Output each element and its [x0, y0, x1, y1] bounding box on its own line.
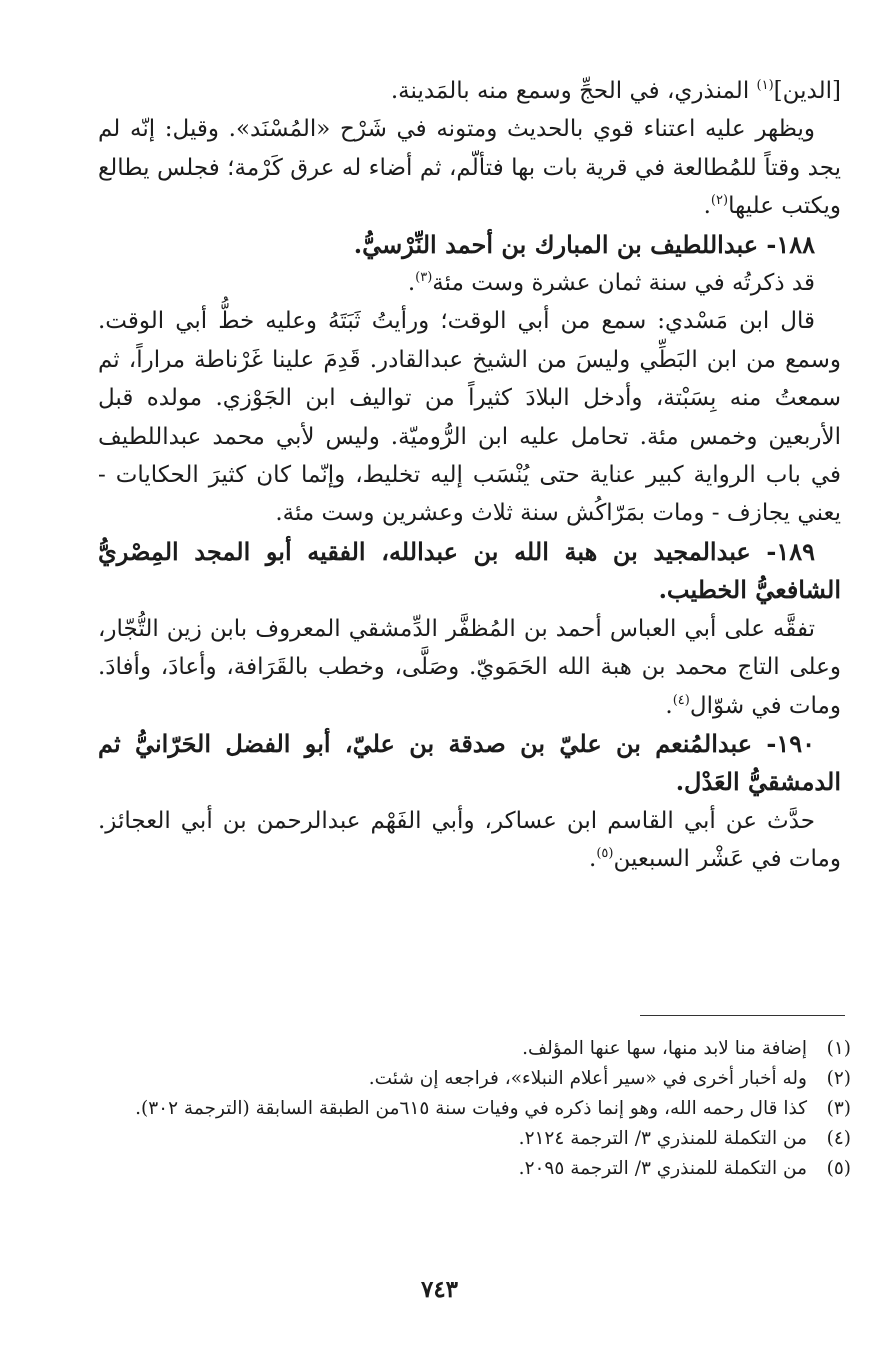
paragraph: حدَّث عن أبي القاسم ابن عساكر، وأبي الفَهْم عبدالرحمن بن أبي العجائز. ومات في عَشْر السبعين$^{(٥)}$.	[98, 807, 841, 873]
page-number: ٧٤٣	[420, 1276, 459, 1303]
footnote	[108, 1064, 851, 1094]
paragraph: ويظهر عليه اعتناء قوي بالحديث ومتونه في شَرْح «المُسْنَد». وقيل: إنّه لم يجد وقتاً للمُطالعة في قرية بات بها فتألّم، ثم أضاء له عرق كَرْمة؛ فجلس يطالع ويكتب عليها$^{(٢)}$.	[98, 116, 841, 220]
paragraph: تفقَّه على أبي العباس أحمد بن المُظفَّر الدِّمشقي المعروف بابن زين التُّجّار، وعلى التاج محمد بن هبة الله الحَمَويّ. وصَلَّى، وخطب بالقَرَافة، وأعادَ، وأفادَ. ومات في شوّال$^{(٤)}$.	[98, 615, 841, 719]
footnote-number: (٢)	[826, 1068, 851, 1089]
footnote-ref[interactable]: (١)	[756, 78, 774, 93]
paragraph-continuation: [الدين]$^{(١)}$ المنذري، في الحجِّ وسمع منه بالمَدينة.	[390, 78, 841, 104]
footnote	[108, 1034, 851, 1064]
footnote-text: من التكملة للمنذري ٣/ الترجمة ٢٠٩٥.	[518, 1158, 807, 1179]
footnote-ref[interactable]: (٤)	[672, 692, 690, 708]
footnote-text: وله أخبار أخرى في «سير أعلام النبلاء»، فراجعه إن شئت.	[368, 1068, 807, 1089]
entry-heading-189: ١٨٩- عبدالمجيد بن هبة الله بن عبدالله، الفقيه أبو المجد المِصْريُّ الشافعيُّ الخطيب.	[98, 536, 841, 605]
footnote-divider	[640, 1015, 845, 1016]
footnote-ref[interactable]: (٥)	[596, 846, 614, 862]
footnote-text: إضافة منا لابد منها، سها عنها المؤلف.	[522, 1038, 807, 1059]
footnotes	[108, 1034, 851, 1184]
footnote	[108, 1154, 851, 1184]
main-text	[98, 72, 841, 879]
footnote-number: (٣)	[826, 1098, 851, 1119]
paragraph: قد ذكرتُه في سنة ثمان عشرة وست مئة$^{(٣)}$.	[407, 270, 815, 297]
entry-heading-188: ١٨٨- عبداللطيف بن المبارك بن أحمد النِّرْسيُّ.	[353, 229, 815, 259]
footnote-number: (٤)	[826, 1128, 851, 1149]
footnote-number: (٥)	[826, 1158, 851, 1179]
footnote-text: كذا قال رحمه الله، وهو إنما ذكره في وفيات سنة ٦١٥من الطبقة السابقة (الترجمة ٣٠٢).	[135, 1098, 807, 1119]
footnote	[108, 1094, 851, 1124]
paragraph: قال ابن مَسْدي: سمع من أبي الوقت؛ ورأيتُ ثَبَتَهُ وعليه خطُّ أبي الوقت. وسمع من ابن البَطِّي وليسَ من الشيخ عبدالقادر. قَدِمَ علينا غَرْناطة مراراً، ثم سمعتُ منه بِسَبْتة، وأدخل البلادَ كثيراً من تواليف ابن الجَوْزي. مولده قبل الأربعين وخمس مئة. تحامل عليه ابن الرُّوميّة. وليس لأبي محمد عبداللطيف في باب الرواية كبير عناية حتى يُنْسَب إليه تخليط، وإنّما كان كثيرَ الحكايات - يعني يجازف - ومات بمَرّاكُش سنة ثلاث وعشرين وست مئة.	[98, 308, 841, 527]
footnote-text: من التكملة للمنذري ٣/ الترجمة ٢١٢٤.	[518, 1128, 807, 1149]
footnote-ref[interactable]: (٣)	[415, 270, 433, 286]
footnote	[108, 1124, 851, 1154]
entry-heading-190: ١٩٠- عبدالمُنعم بن عليّ بن صدقة بن عليّ، أبو الفضل الحَرّانيُّ ثم الدمشقيُّ العَدْل.	[98, 728, 841, 797]
footnote-ref[interactable]: (٢)	[710, 193, 729, 209]
footnote-number: (١)	[826, 1038, 851, 1059]
